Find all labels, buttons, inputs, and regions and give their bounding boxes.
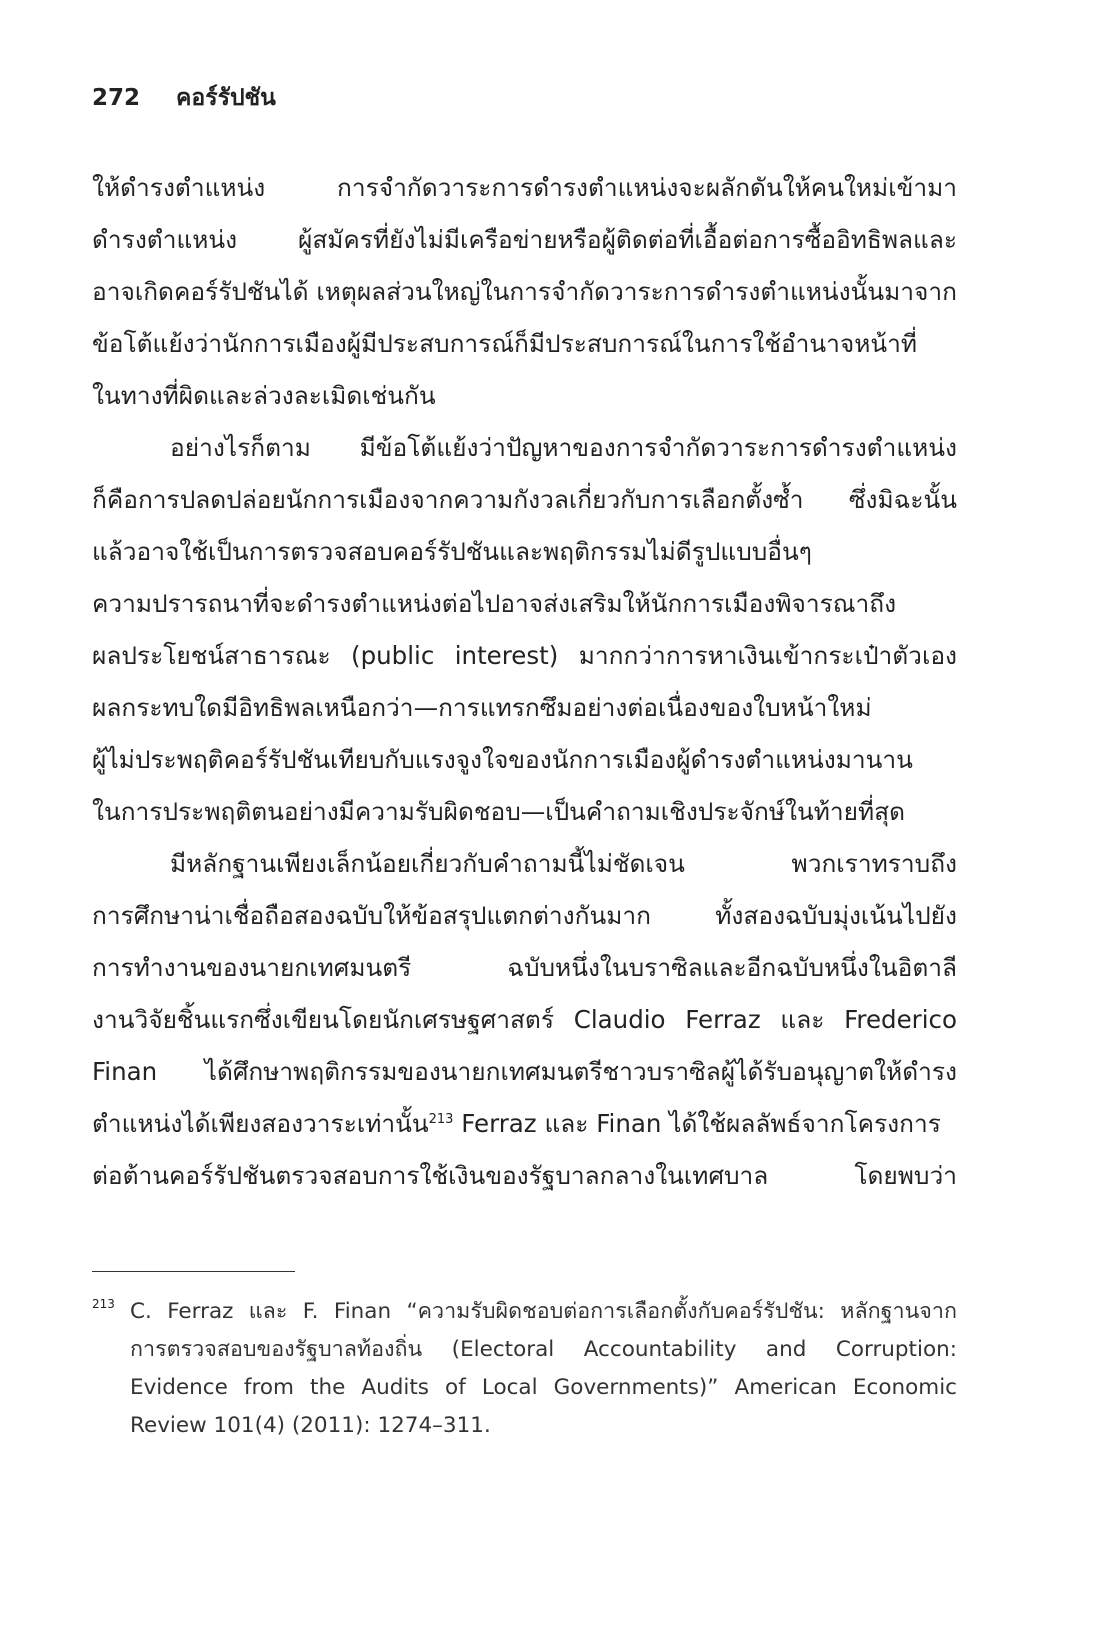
text-line: ความปรารถนาที่จะดำรงตำแหน่งต่อไปอาจส่งเสริมให้นักการเมืองพิจารณาถึง: [92, 589, 897, 618]
text-line: การศึกษาน่าเชื่อถือสองฉบับให้ข้อสรุปแตกต่างกันมาก ทั้งสองฉบับมุ่งเน้นไปยัง: [92, 901, 957, 930]
text-line: ก็คือการปลดปล่อยนักการเมืองจากความกังวลเกี่ยวกับการเลือกตั้งซ้ำ ซึ่งมิฉะนั้น: [92, 485, 957, 514]
text-line: การทำงานของนายกเทศมนตรี ฉบับหนึ่งในบราซิลและอีกฉบับหนึ่งในอิตาลี: [92, 953, 957, 982]
text-line: ดำรงตำแหน่ง ผู้สมัครที่ยังไม่มีเครือข่ายหรือผู้ติดต่อที่เอื้อต่อการซื้ออิทธิพลและ: [92, 225, 957, 254]
footnote-reference: 213: [428, 1111, 454, 1127]
footnote-marker: 213: [92, 1297, 115, 1311]
text-line: ผู้ไม่ประพฤติคอร์รัปชันเทียบกับแรงจูงใจของนักการเมืองผู้ดำรงตำแหน่งมานาน: [92, 745, 913, 774]
footnote-line: C. Ferraz และ F. Finan “ความรับผิดชอบต่อการเลือกตั้งกับคอร์รัปชัน: หลักฐานจาก: [130, 1299, 957, 1324]
text-line: ในการประพฤติตนอย่างมีความรับผิดชอบ—เป็นคำถามเชิงประจักษ์ในท้ายที่สุด: [92, 797, 905, 826]
text-line: ข้อโต้แย้งว่านักการเมืองผู้มีประสบการณ์ก็มีประสบการณ์ในการใช้อำนาจหน้าที่: [92, 329, 918, 358]
text-line: Finan ได้ศึกษาพฤติกรรมของนายกเทศมนตรีชาวบราซิลผู้ได้รับอนุญาตให้ดำรง: [92, 1057, 957, 1086]
footnote-line: Evidence from the Audits of Local Governments)” American Economic: [130, 1375, 957, 1400]
text-line-with-footnote-ref: [92, 1099, 957, 1149]
text-segment: ตำแหน่งได้เพียงสองวาระเท่านั้น: [92, 1109, 429, 1138]
text-segment: Ferraz และ Finan ได้ใช้ผลลัพธ์จากโครงการ: [453, 1109, 941, 1138]
footnote-divider: [92, 1271, 295, 1272]
text-line-indented: อย่างไรก็ตาม มีข้อโต้แย้งว่าปัญหาของการจำกัดวาระการดำรงตำแหน่ง: [170, 433, 957, 462]
text-line: ในทางที่ผิดและล่วงละเมิดเช่นกัน: [92, 381, 436, 410]
text-line: ต่อต้านคอร์รัปชันตรวจสอบการใช้เงินของรัฐบาลกลางในเทศบาล โดยพบว่า: [92, 1161, 957, 1190]
footnote-line: การตรวจสอบของรัฐบาลท้องถิ่น (Electoral Accountability and Corruption:: [130, 1337, 957, 1362]
text-line: ให้ดำรงตำแหน่ง การจำกัดวาระการดำรงตำแหน่งจะผลักดันให้คนใหม่เข้ามา: [92, 173, 957, 202]
text-line: งานวิจัยชิ้นแรกซึ่งเขียนโดยนักเศรษฐศาสตร์ Claudio Ferraz และ Frederico: [92, 1005, 957, 1034]
footnote-line: Review 101(4) (2011): 1274–311.: [130, 1413, 491, 1438]
text-line-indented: มีหลักฐานเพียงเล็กน้อยเกี่ยวกับคำถามนี้ไม่ชัดเจน พวกเราทราบถึง: [170, 849, 957, 878]
book-title: คอร์รัปชัน: [176, 85, 276, 111]
running-header: [92, 80, 276, 116]
text-line: ผลประโยชน์สาธารณะ (public interest) มากกว่าการหาเงินเข้ากระเป๋าตัวเอง: [92, 641, 957, 670]
text-line: อาจเกิดคอร์รัปชันได้ เหตุผลส่วนใหญ่ในการจำกัดวาระการดำรงตำแหน่งนั้นมาจาก: [92, 277, 957, 306]
page-number: 272: [92, 85, 141, 111]
text-line: แล้วอาจใช้เป็นการตรวจสอบคอร์รัปชันและพฤติกรรมไม่ดีรูปแบบอื่นๆ: [92, 537, 812, 566]
text-line: ผลกระทบใดมีอิทธิพลเหนือกว่า—การแทรกซึมอย่างต่อเนื่องของใบหน้าใหม่: [92, 693, 872, 722]
